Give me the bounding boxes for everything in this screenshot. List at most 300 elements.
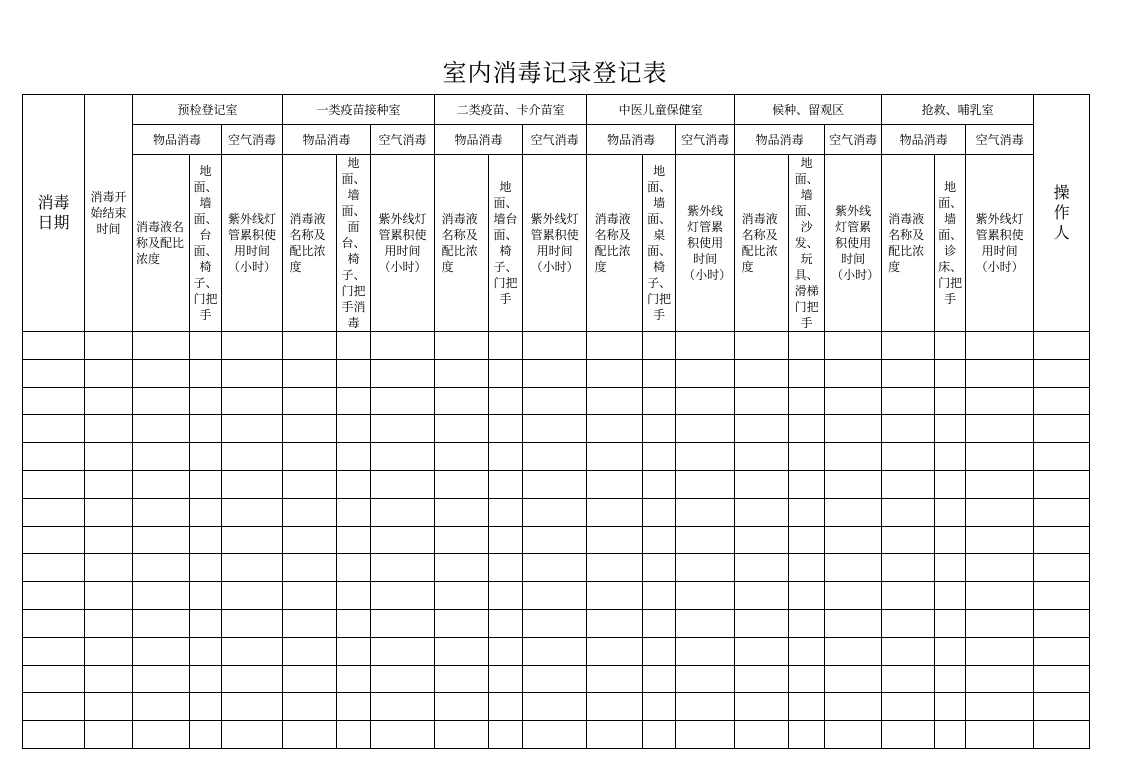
entry-cell[interactable] xyxy=(371,721,435,749)
entry-cell[interactable] xyxy=(676,470,735,498)
entry-cell[interactable] xyxy=(882,332,935,360)
entry-cell[interactable] xyxy=(587,443,643,471)
entry-cell[interactable] xyxy=(435,554,489,582)
entry-cell[interactable] xyxy=(23,387,85,415)
entry-cell[interactable] xyxy=(523,359,587,387)
entry-cell[interactable] xyxy=(935,332,966,360)
entry-cell[interactable] xyxy=(222,387,283,415)
entry-cell[interactable] xyxy=(1034,582,1090,610)
entry-cell[interactable] xyxy=(337,721,371,749)
entry-cell[interactable] xyxy=(337,582,371,610)
entry-cell[interactable] xyxy=(371,415,435,443)
entry-cell[interactable] xyxy=(935,498,966,526)
entry-cell[interactable] xyxy=(935,443,966,471)
entry-cell[interactable] xyxy=(23,637,85,665)
entry-cell[interactable] xyxy=(523,332,587,360)
entry-cell[interactable] xyxy=(133,498,190,526)
entry-cell[interactable] xyxy=(489,387,523,415)
entry-cell[interactable] xyxy=(85,443,133,471)
entry-cell[interactable] xyxy=(337,665,371,693)
entry-cell[interactable] xyxy=(489,721,523,749)
entry-cell[interactable] xyxy=(643,693,676,721)
entry-cell[interactable] xyxy=(935,665,966,693)
entry-cell[interactable] xyxy=(1034,415,1090,443)
entry-cell[interactable] xyxy=(643,582,676,610)
entry-cell[interactable] xyxy=(882,721,935,749)
entry-cell[interactable] xyxy=(133,526,190,554)
entry-cell[interactable] xyxy=(882,359,935,387)
entry-cell[interactable] xyxy=(587,693,643,721)
entry-cell[interactable] xyxy=(190,637,222,665)
entry-cell[interactable] xyxy=(489,665,523,693)
entry-cell[interactable] xyxy=(133,387,190,415)
entry-cell[interactable] xyxy=(1034,498,1090,526)
entry-cell[interactable] xyxy=(371,554,435,582)
entry-cell[interactable] xyxy=(966,721,1034,749)
entry-cell[interactable] xyxy=(882,443,935,471)
entry-cell[interactable] xyxy=(1034,609,1090,637)
entry-cell[interactable] xyxy=(190,387,222,415)
entry-cell[interactable] xyxy=(23,415,85,443)
entry-cell[interactable] xyxy=(643,470,676,498)
entry-cell[interactable] xyxy=(133,693,190,721)
entry-cell[interactable] xyxy=(435,637,489,665)
entry-cell[interactable] xyxy=(371,665,435,693)
entry-cell[interactable] xyxy=(935,359,966,387)
entry-cell[interactable] xyxy=(643,498,676,526)
entry-cell[interactable] xyxy=(85,582,133,610)
entry-cell[interactable] xyxy=(222,470,283,498)
entry-cell[interactable] xyxy=(283,359,337,387)
entry-cell[interactable] xyxy=(133,359,190,387)
entry-cell[interactable] xyxy=(789,637,825,665)
entry-cell[interactable] xyxy=(882,526,935,554)
entry-cell[interactable] xyxy=(789,470,825,498)
entry-cell[interactable] xyxy=(825,443,882,471)
entry-cell[interactable] xyxy=(735,609,789,637)
entry-cell[interactable] xyxy=(283,582,337,610)
entry-cell[interactable] xyxy=(825,498,882,526)
entry-cell[interactable] xyxy=(371,443,435,471)
entry-cell[interactable] xyxy=(371,526,435,554)
entry-cell[interactable] xyxy=(789,526,825,554)
entry-cell[interactable] xyxy=(735,721,789,749)
entry-cell[interactable] xyxy=(337,609,371,637)
entry-cell[interactable] xyxy=(789,359,825,387)
entry-cell[interactable] xyxy=(133,637,190,665)
entry-cell[interactable] xyxy=(371,359,435,387)
entry-cell[interactable] xyxy=(587,637,643,665)
entry-cell[interactable] xyxy=(371,693,435,721)
entry-cell[interactable] xyxy=(676,721,735,749)
entry-cell[interactable] xyxy=(935,387,966,415)
entry-cell[interactable] xyxy=(1034,637,1090,665)
entry-cell[interactable] xyxy=(825,637,882,665)
entry-cell[interactable] xyxy=(735,443,789,471)
entry-cell[interactable] xyxy=(735,582,789,610)
entry-cell[interactable] xyxy=(489,470,523,498)
entry-cell[interactable] xyxy=(337,498,371,526)
entry-cell[interactable] xyxy=(190,332,222,360)
entry-cell[interactable] xyxy=(23,665,85,693)
entry-cell[interactable] xyxy=(337,526,371,554)
entry-cell[interactable] xyxy=(882,637,935,665)
entry-cell[interactable] xyxy=(190,721,222,749)
entry-cell[interactable] xyxy=(966,554,1034,582)
entry-cell[interactable] xyxy=(85,470,133,498)
entry-cell[interactable] xyxy=(735,415,789,443)
entry-cell[interactable] xyxy=(435,415,489,443)
entry-cell[interactable] xyxy=(676,665,735,693)
entry-cell[interactable] xyxy=(489,582,523,610)
entry-cell[interactable] xyxy=(825,693,882,721)
entry-cell[interactable] xyxy=(133,554,190,582)
entry-cell[interactable] xyxy=(587,526,643,554)
entry-cell[interactable] xyxy=(23,721,85,749)
entry-cell[interactable] xyxy=(523,498,587,526)
entry-cell[interactable] xyxy=(23,332,85,360)
entry-cell[interactable] xyxy=(789,721,825,749)
entry-cell[interactable] xyxy=(190,582,222,610)
entry-cell[interactable] xyxy=(643,721,676,749)
entry-cell[interactable] xyxy=(222,665,283,693)
entry-cell[interactable] xyxy=(1034,526,1090,554)
entry-cell[interactable] xyxy=(283,415,337,443)
entry-cell[interactable] xyxy=(735,693,789,721)
entry-cell[interactable] xyxy=(190,609,222,637)
entry-cell[interactable] xyxy=(133,443,190,471)
entry-cell[interactable] xyxy=(643,665,676,693)
entry-cell[interactable] xyxy=(283,387,337,415)
entry-cell[interactable] xyxy=(676,582,735,610)
entry-cell[interactable] xyxy=(1034,721,1090,749)
entry-cell[interactable] xyxy=(587,470,643,498)
entry-cell[interactable] xyxy=(133,665,190,693)
entry-cell[interactable] xyxy=(190,526,222,554)
entry-cell[interactable] xyxy=(789,693,825,721)
entry-cell[interactable] xyxy=(222,637,283,665)
entry-cell[interactable] xyxy=(222,359,283,387)
entry-cell[interactable] xyxy=(825,387,882,415)
entry-cell[interactable] xyxy=(587,609,643,637)
entry-cell[interactable] xyxy=(489,359,523,387)
entry-cell[interactable] xyxy=(23,609,85,637)
entry-cell[interactable] xyxy=(882,498,935,526)
entry-cell[interactable] xyxy=(789,332,825,360)
entry-cell[interactable] xyxy=(85,665,133,693)
entry-cell[interactable] xyxy=(676,554,735,582)
entry-cell[interactable] xyxy=(222,498,283,526)
entry-cell[interactable] xyxy=(966,665,1034,693)
entry-cell[interactable] xyxy=(435,693,489,721)
entry-cell[interactable] xyxy=(190,470,222,498)
entry-cell[interactable] xyxy=(882,415,935,443)
entry-cell[interactable] xyxy=(190,498,222,526)
entry-cell[interactable] xyxy=(643,637,676,665)
entry-cell[interactable] xyxy=(337,470,371,498)
entry-cell[interactable] xyxy=(935,637,966,665)
entry-cell[interactable] xyxy=(789,443,825,471)
entry-cell[interactable] xyxy=(435,470,489,498)
entry-cell[interactable] xyxy=(587,332,643,360)
entry-cell[interactable] xyxy=(935,526,966,554)
entry-cell[interactable] xyxy=(222,415,283,443)
entry-cell[interactable] xyxy=(735,470,789,498)
entry-cell[interactable] xyxy=(966,359,1034,387)
entry-cell[interactable] xyxy=(435,387,489,415)
entry-cell[interactable] xyxy=(735,554,789,582)
entry-cell[interactable] xyxy=(935,609,966,637)
entry-cell[interactable] xyxy=(966,637,1034,665)
entry-cell[interactable] xyxy=(523,387,587,415)
entry-cell[interactable] xyxy=(133,332,190,360)
entry-cell[interactable] xyxy=(23,470,85,498)
entry-cell[interactable] xyxy=(85,526,133,554)
entry-cell[interactable] xyxy=(966,609,1034,637)
entry-cell[interactable] xyxy=(371,609,435,637)
entry-cell[interactable] xyxy=(935,470,966,498)
entry-cell[interactable] xyxy=(935,415,966,443)
entry-cell[interactable] xyxy=(222,609,283,637)
entry-cell[interactable] xyxy=(587,554,643,582)
entry-cell[interactable] xyxy=(825,721,882,749)
entry-cell[interactable] xyxy=(133,415,190,443)
entry-cell[interactable] xyxy=(676,387,735,415)
entry-cell[interactable] xyxy=(643,609,676,637)
entry-cell[interactable] xyxy=(283,721,337,749)
entry-cell[interactable] xyxy=(882,665,935,693)
entry-cell[interactable] xyxy=(283,332,337,360)
entry-cell[interactable] xyxy=(523,721,587,749)
entry-cell[interactable] xyxy=(222,693,283,721)
entry-cell[interactable] xyxy=(23,359,85,387)
entry-cell[interactable] xyxy=(85,693,133,721)
entry-cell[interactable] xyxy=(643,554,676,582)
entry-cell[interactable] xyxy=(85,637,133,665)
entry-cell[interactable] xyxy=(966,332,1034,360)
entry-cell[interactable] xyxy=(966,526,1034,554)
entry-cell[interactable] xyxy=(735,332,789,360)
entry-cell[interactable] xyxy=(190,359,222,387)
entry-cell[interactable] xyxy=(523,582,587,610)
entry-cell[interactable] xyxy=(190,665,222,693)
entry-cell[interactable] xyxy=(190,693,222,721)
entry-cell[interactable] xyxy=(222,332,283,360)
entry-cell[interactable] xyxy=(133,470,190,498)
entry-cell[interactable] xyxy=(676,498,735,526)
entry-cell[interactable] xyxy=(85,359,133,387)
entry-cell[interactable] xyxy=(435,443,489,471)
entry-cell[interactable] xyxy=(882,609,935,637)
entry-cell[interactable] xyxy=(825,554,882,582)
entry-cell[interactable] xyxy=(283,554,337,582)
entry-cell[interactable] xyxy=(523,470,587,498)
entry-cell[interactable] xyxy=(789,554,825,582)
entry-cell[interactable] xyxy=(190,443,222,471)
entry-cell[interactable] xyxy=(85,554,133,582)
entry-cell[interactable] xyxy=(935,582,966,610)
entry-cell[interactable] xyxy=(735,526,789,554)
entry-cell[interactable] xyxy=(825,609,882,637)
entry-cell[interactable] xyxy=(283,443,337,471)
entry-cell[interactable] xyxy=(676,609,735,637)
entry-cell[interactable] xyxy=(222,582,283,610)
entry-cell[interactable] xyxy=(489,609,523,637)
entry-cell[interactable] xyxy=(435,359,489,387)
entry-cell[interactable] xyxy=(735,359,789,387)
entry-cell[interactable] xyxy=(337,637,371,665)
entry-cell[interactable] xyxy=(789,609,825,637)
entry-cell[interactable] xyxy=(85,332,133,360)
entry-cell[interactable] xyxy=(587,665,643,693)
entry-cell[interactable] xyxy=(676,415,735,443)
entry-cell[interactable] xyxy=(337,443,371,471)
entry-cell[interactable] xyxy=(643,332,676,360)
entry-cell[interactable] xyxy=(337,693,371,721)
entry-cell[interactable] xyxy=(587,415,643,443)
entry-cell[interactable] xyxy=(190,415,222,443)
entry-cell[interactable] xyxy=(882,693,935,721)
entry-cell[interactable] xyxy=(283,693,337,721)
entry-cell[interactable] xyxy=(523,443,587,471)
entry-cell[interactable] xyxy=(337,359,371,387)
entry-cell[interactable] xyxy=(966,498,1034,526)
entry-cell[interactable] xyxy=(133,582,190,610)
entry-cell[interactable] xyxy=(966,582,1034,610)
entry-cell[interactable] xyxy=(825,526,882,554)
entry-cell[interactable] xyxy=(23,582,85,610)
entry-cell[interactable] xyxy=(371,498,435,526)
entry-cell[interactable] xyxy=(489,443,523,471)
entry-cell[interactable] xyxy=(222,526,283,554)
entry-cell[interactable] xyxy=(966,693,1034,721)
entry-cell[interactable] xyxy=(489,332,523,360)
entry-cell[interactable] xyxy=(789,387,825,415)
entry-cell[interactable] xyxy=(489,415,523,443)
entry-cell[interactable] xyxy=(23,693,85,721)
entry-cell[interactable] xyxy=(222,721,283,749)
entry-cell[interactable] xyxy=(133,721,190,749)
entry-cell[interactable] xyxy=(371,332,435,360)
entry-cell[interactable] xyxy=(222,443,283,471)
entry-cell[interactable] xyxy=(789,582,825,610)
entry-cell[interactable] xyxy=(371,582,435,610)
entry-cell[interactable] xyxy=(935,721,966,749)
entry-cell[interactable] xyxy=(825,470,882,498)
entry-cell[interactable] xyxy=(283,470,337,498)
entry-cell[interactable] xyxy=(1034,359,1090,387)
entry-cell[interactable] xyxy=(523,526,587,554)
entry-cell[interactable] xyxy=(825,665,882,693)
entry-cell[interactable] xyxy=(23,443,85,471)
entry-cell[interactable] xyxy=(676,637,735,665)
entry-cell[interactable] xyxy=(23,498,85,526)
entry-cell[interactable] xyxy=(935,693,966,721)
entry-cell[interactable] xyxy=(489,498,523,526)
entry-cell[interactable] xyxy=(966,387,1034,415)
entry-cell[interactable] xyxy=(676,443,735,471)
entry-cell[interactable] xyxy=(789,665,825,693)
entry-cell[interactable] xyxy=(85,415,133,443)
entry-cell[interactable] xyxy=(23,554,85,582)
entry-cell[interactable] xyxy=(133,609,190,637)
entry-cell[interactable] xyxy=(190,554,222,582)
entry-cell[interactable] xyxy=(966,470,1034,498)
entry-cell[interactable] xyxy=(283,609,337,637)
entry-cell[interactable] xyxy=(587,582,643,610)
entry-cell[interactable] xyxy=(1034,443,1090,471)
entry-cell[interactable] xyxy=(435,332,489,360)
entry-cell[interactable] xyxy=(643,526,676,554)
entry-cell[interactable] xyxy=(789,498,825,526)
entry-cell[interactable] xyxy=(882,387,935,415)
entry-cell[interactable] xyxy=(337,554,371,582)
entry-cell[interactable] xyxy=(85,387,133,415)
entry-cell[interactable] xyxy=(489,637,523,665)
entry-cell[interactable] xyxy=(222,554,283,582)
entry-cell[interactable] xyxy=(882,554,935,582)
entry-cell[interactable] xyxy=(489,554,523,582)
entry-cell[interactable] xyxy=(371,637,435,665)
entry-cell[interactable] xyxy=(435,582,489,610)
entry-cell[interactable] xyxy=(523,554,587,582)
entry-cell[interactable] xyxy=(676,332,735,360)
entry-cell[interactable] xyxy=(825,332,882,360)
entry-cell[interactable] xyxy=(337,415,371,443)
entry-cell[interactable] xyxy=(1034,332,1090,360)
entry-cell[interactable] xyxy=(371,387,435,415)
entry-cell[interactable] xyxy=(1034,554,1090,582)
entry-cell[interactable] xyxy=(643,387,676,415)
entry-cell[interactable] xyxy=(935,554,966,582)
entry-cell[interactable] xyxy=(337,387,371,415)
entry-cell[interactable] xyxy=(825,415,882,443)
entry-cell[interactable] xyxy=(283,665,337,693)
entry-cell[interactable] xyxy=(435,665,489,693)
entry-cell[interactable] xyxy=(643,415,676,443)
entry-cell[interactable] xyxy=(283,637,337,665)
entry-cell[interactable] xyxy=(489,693,523,721)
entry-cell[interactable] xyxy=(587,359,643,387)
entry-cell[interactable] xyxy=(882,582,935,610)
entry-cell[interactable] xyxy=(435,498,489,526)
entry-cell[interactable] xyxy=(587,387,643,415)
entry-cell[interactable] xyxy=(966,443,1034,471)
entry-cell[interactable] xyxy=(435,609,489,637)
entry-cell[interactable] xyxy=(825,582,882,610)
entry-cell[interactable] xyxy=(587,721,643,749)
entry-cell[interactable] xyxy=(1034,665,1090,693)
entry-cell[interactable] xyxy=(1034,470,1090,498)
entry-cell[interactable] xyxy=(23,526,85,554)
entry-cell[interactable] xyxy=(882,470,935,498)
entry-cell[interactable] xyxy=(643,443,676,471)
entry-cell[interactable] xyxy=(825,359,882,387)
entry-cell[interactable] xyxy=(523,637,587,665)
entry-cell[interactable] xyxy=(283,498,337,526)
entry-cell[interactable] xyxy=(966,415,1034,443)
entry-cell[interactable] xyxy=(676,693,735,721)
entry-cell[interactable] xyxy=(337,332,371,360)
entry-cell[interactable] xyxy=(676,359,735,387)
entry-cell[interactable] xyxy=(523,415,587,443)
entry-cell[interactable] xyxy=(735,387,789,415)
entry-cell[interactable] xyxy=(587,498,643,526)
entry-cell[interactable] xyxy=(523,665,587,693)
entry-cell[interactable] xyxy=(1034,693,1090,721)
entry-cell[interactable] xyxy=(789,415,825,443)
entry-cell[interactable] xyxy=(85,498,133,526)
